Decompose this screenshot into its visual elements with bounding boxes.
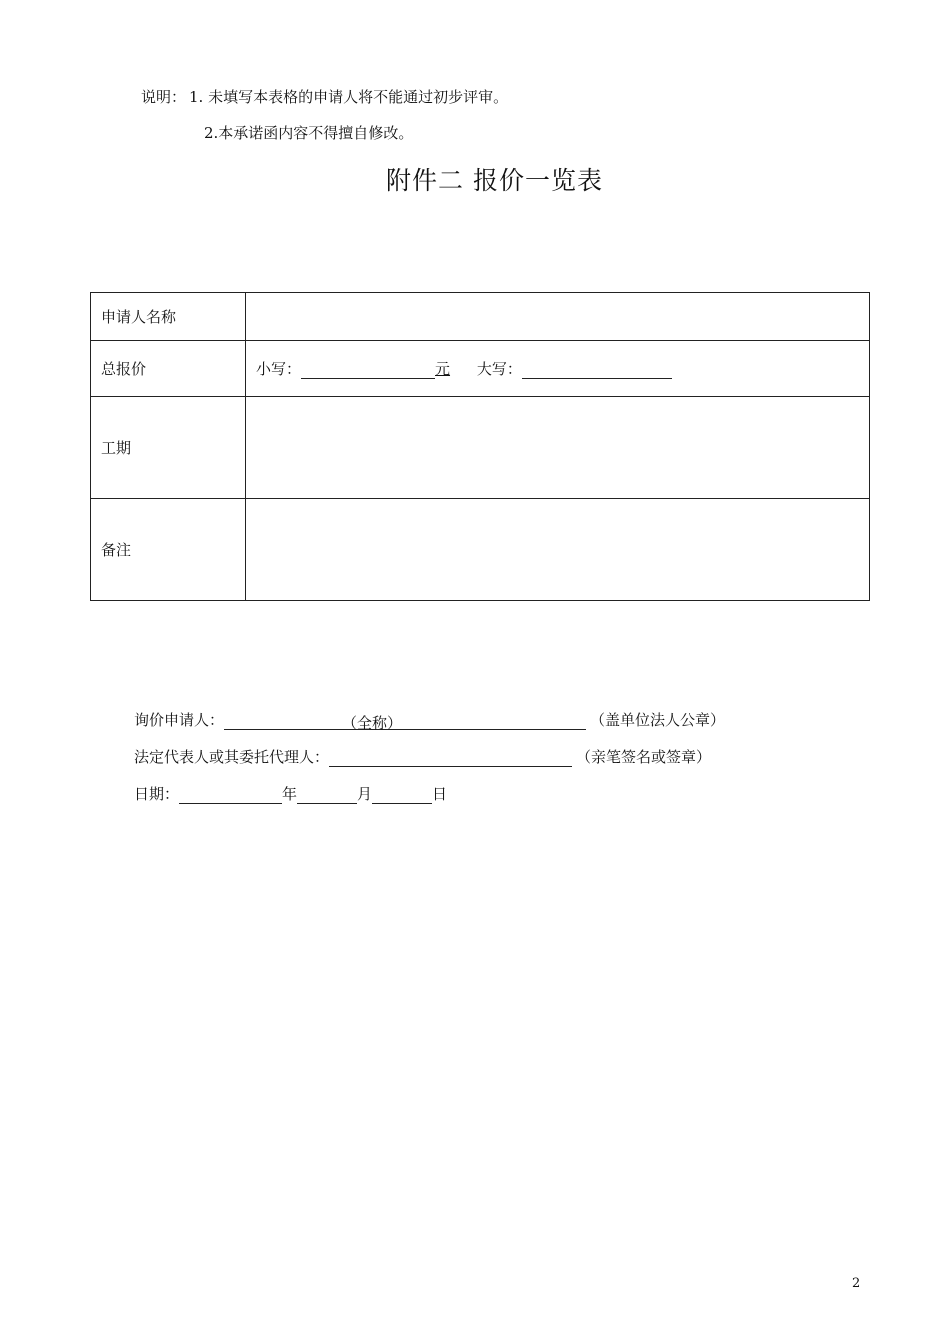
fullname-hint: （全称） [342,714,403,732]
month-blank[interactable] [297,787,357,804]
year-blank[interactable] [179,787,282,804]
quote-table [90,292,870,601]
small-amount-label: 小写： [256,360,302,378]
work-period-field[interactable] [246,397,870,499]
signature-applicant-line [134,709,725,730]
yuan-unit: 元 [435,360,451,378]
work-period-label: 工期 [91,397,246,499]
date-label: 日期： [134,785,180,803]
page-title: 附件二 报价一览表 [386,166,603,195]
note-item-1: 1. 未填写本表格的申请人将不能通过初步评审。 [189,88,509,106]
applicant-name-blank[interactable] [224,713,586,730]
table-row-remarks [91,499,870,601]
applicant-name-label: 申请人名称 [91,293,246,341]
month-label: 月 [357,785,373,803]
year-label: 年 [282,785,298,803]
table-row-applicant [91,293,870,341]
small-amount-blank[interactable] [301,362,435,379]
big-amount-label: 大写： [476,360,522,378]
day-blank[interactable] [372,787,432,804]
total-price-label: 总报价 [91,341,246,397]
table-row-period [91,397,870,499]
remarks-field[interactable] [246,499,870,601]
big-amount-blank[interactable] [522,362,672,379]
seal-hint: （盖单位法人公章） [590,711,726,729]
representative-label: 法定代表人或其委托代理人： [134,748,330,766]
sign-hint: （亲笔签名或签章） [576,748,712,766]
page-number: 2 [852,1276,861,1291]
total-price-field [246,341,870,397]
representative-signature-blank[interactable] [329,750,572,767]
signature-representative-line [134,746,711,767]
inquiry-applicant-label: 询价申请人： [134,711,225,729]
day-label: 日 [432,785,448,803]
signature-date-line [134,783,447,804]
note-item-2: 2.本承诺函内容不得擅自修改。 [204,124,414,142]
applicant-name-field[interactable] [246,293,870,341]
remarks-label: 备注 [91,499,246,601]
note-prefix: 说明： [141,88,187,106]
table-row-total [91,341,870,397]
